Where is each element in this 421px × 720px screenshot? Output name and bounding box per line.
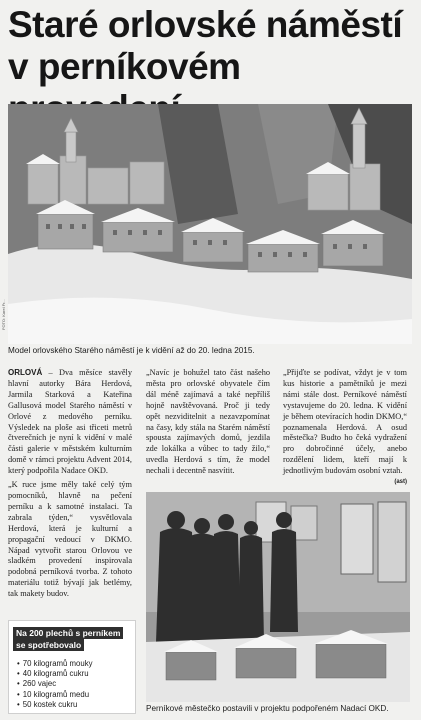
factbox-title: [13, 627, 123, 651]
article-paragraph: „Navíc je bohužel tato část našeho města pro orlovské obyvatele čím dál méně zajímavá a také nepříliš hojně navštěvovaná. Proč ji tedy opět nezviditelnit a nezavzpomínat na časy, kdy stála na Starém náměstí spousta zajímavých domů, jezdila zde lokálka a vůbec to tady žilo,“ uvedla Herdová s tím, že model nechali i decentně nasvítit.: [146, 368, 270, 476]
article-paragraph: „K ruce jsme měly také celý tým pomocníků, hlavně na pečení perníku a k samotné instalaci. Ta zabrala týden,“ vysvětlovala Herdová, která je kulturní a propagační vedoucí v DKMO. Nápad vytvořit starou Orlovou ve sladkém provedení inspirovala podobná perníková tvorba. Z tohoto materiálu totiž bývají jak betlémy, tak makety budov.: [8, 480, 132, 599]
factbox-item: • 50 kostek cukru: [17, 700, 93, 710]
article-column-2: [146, 368, 270, 477]
photo-visitors-illustration: [146, 492, 410, 702]
article-paragraph: [283, 368, 407, 486]
article-kicker: ORLOVÁ: [8, 368, 43, 377]
article-paragraph-text: – Dva měsíce stavěly hlavní autorky Bára Herdová, Jarmila Starková a Kateřina Gallusová model Starého náměstí v Orlové z medového perníku. Výsledek na ploše asi třiceti metrů čtverečních je nyní k vidění v malé části galerie v městském kulturním domě v rámci projektu Advent 2014, který podpořila Nadace OKD.: [8, 368, 132, 476]
factbox-item: • 70 kilogramů mouky: [17, 659, 93, 669]
article-column-1: [8, 368, 132, 600]
photo-caption-top: Model orlovského Starého náměstí je k vidění až do 20. ledna 2015.: [8, 346, 255, 355]
factbox-title-line-1: Na 200 plechů s perníkem: [13, 627, 123, 639]
photo-gingerbread-model: [8, 104, 412, 344]
article-column-3: [283, 368, 407, 488]
factbox-item: • 40 kilogramů cukru: [17, 669, 93, 679]
author-signature: (ast): [394, 479, 407, 486]
factbox: [8, 620, 136, 714]
photo-caption-bottom: Perníkové městečko postavili v projektu podpořeném Nadací OKD.: [146, 704, 389, 713]
photo-visitors: [146, 492, 410, 702]
factbox-title-line-2: se spotřebovalo: [13, 639, 84, 651]
article-paragraph-text: „Přijďte se podívat, vždyt je v tom kus historie a pamětníků je mezi námi stále dost. Perníkové náměstí vystavujeme do 20. ledna. K vidění je během otevíracích hodin DKMO,“ poznamenala Herdová. A osud městečka? Budto ho čeká vydražení pro dobročinné účely, anebo rozdělení lidem, kteří mají k jednotlivým budovám osobní vztah.: [283, 368, 407, 476]
headline-line-2: v perníkovém: [8, 46, 241, 87]
factbox-item: • 260 vajec: [17, 679, 93, 689]
factbox-list: [17, 659, 93, 710]
factbox-item: • 10 kilogramů medu: [17, 690, 93, 700]
article-paragraph: [8, 368, 132, 477]
headline-line-1: Staré orlovské náměstí: [8, 4, 403, 45]
photo-credit: FOTO: Karel Fr...: [1, 299, 6, 330]
photo-gingerbread-model-illustration: [8, 104, 412, 344]
